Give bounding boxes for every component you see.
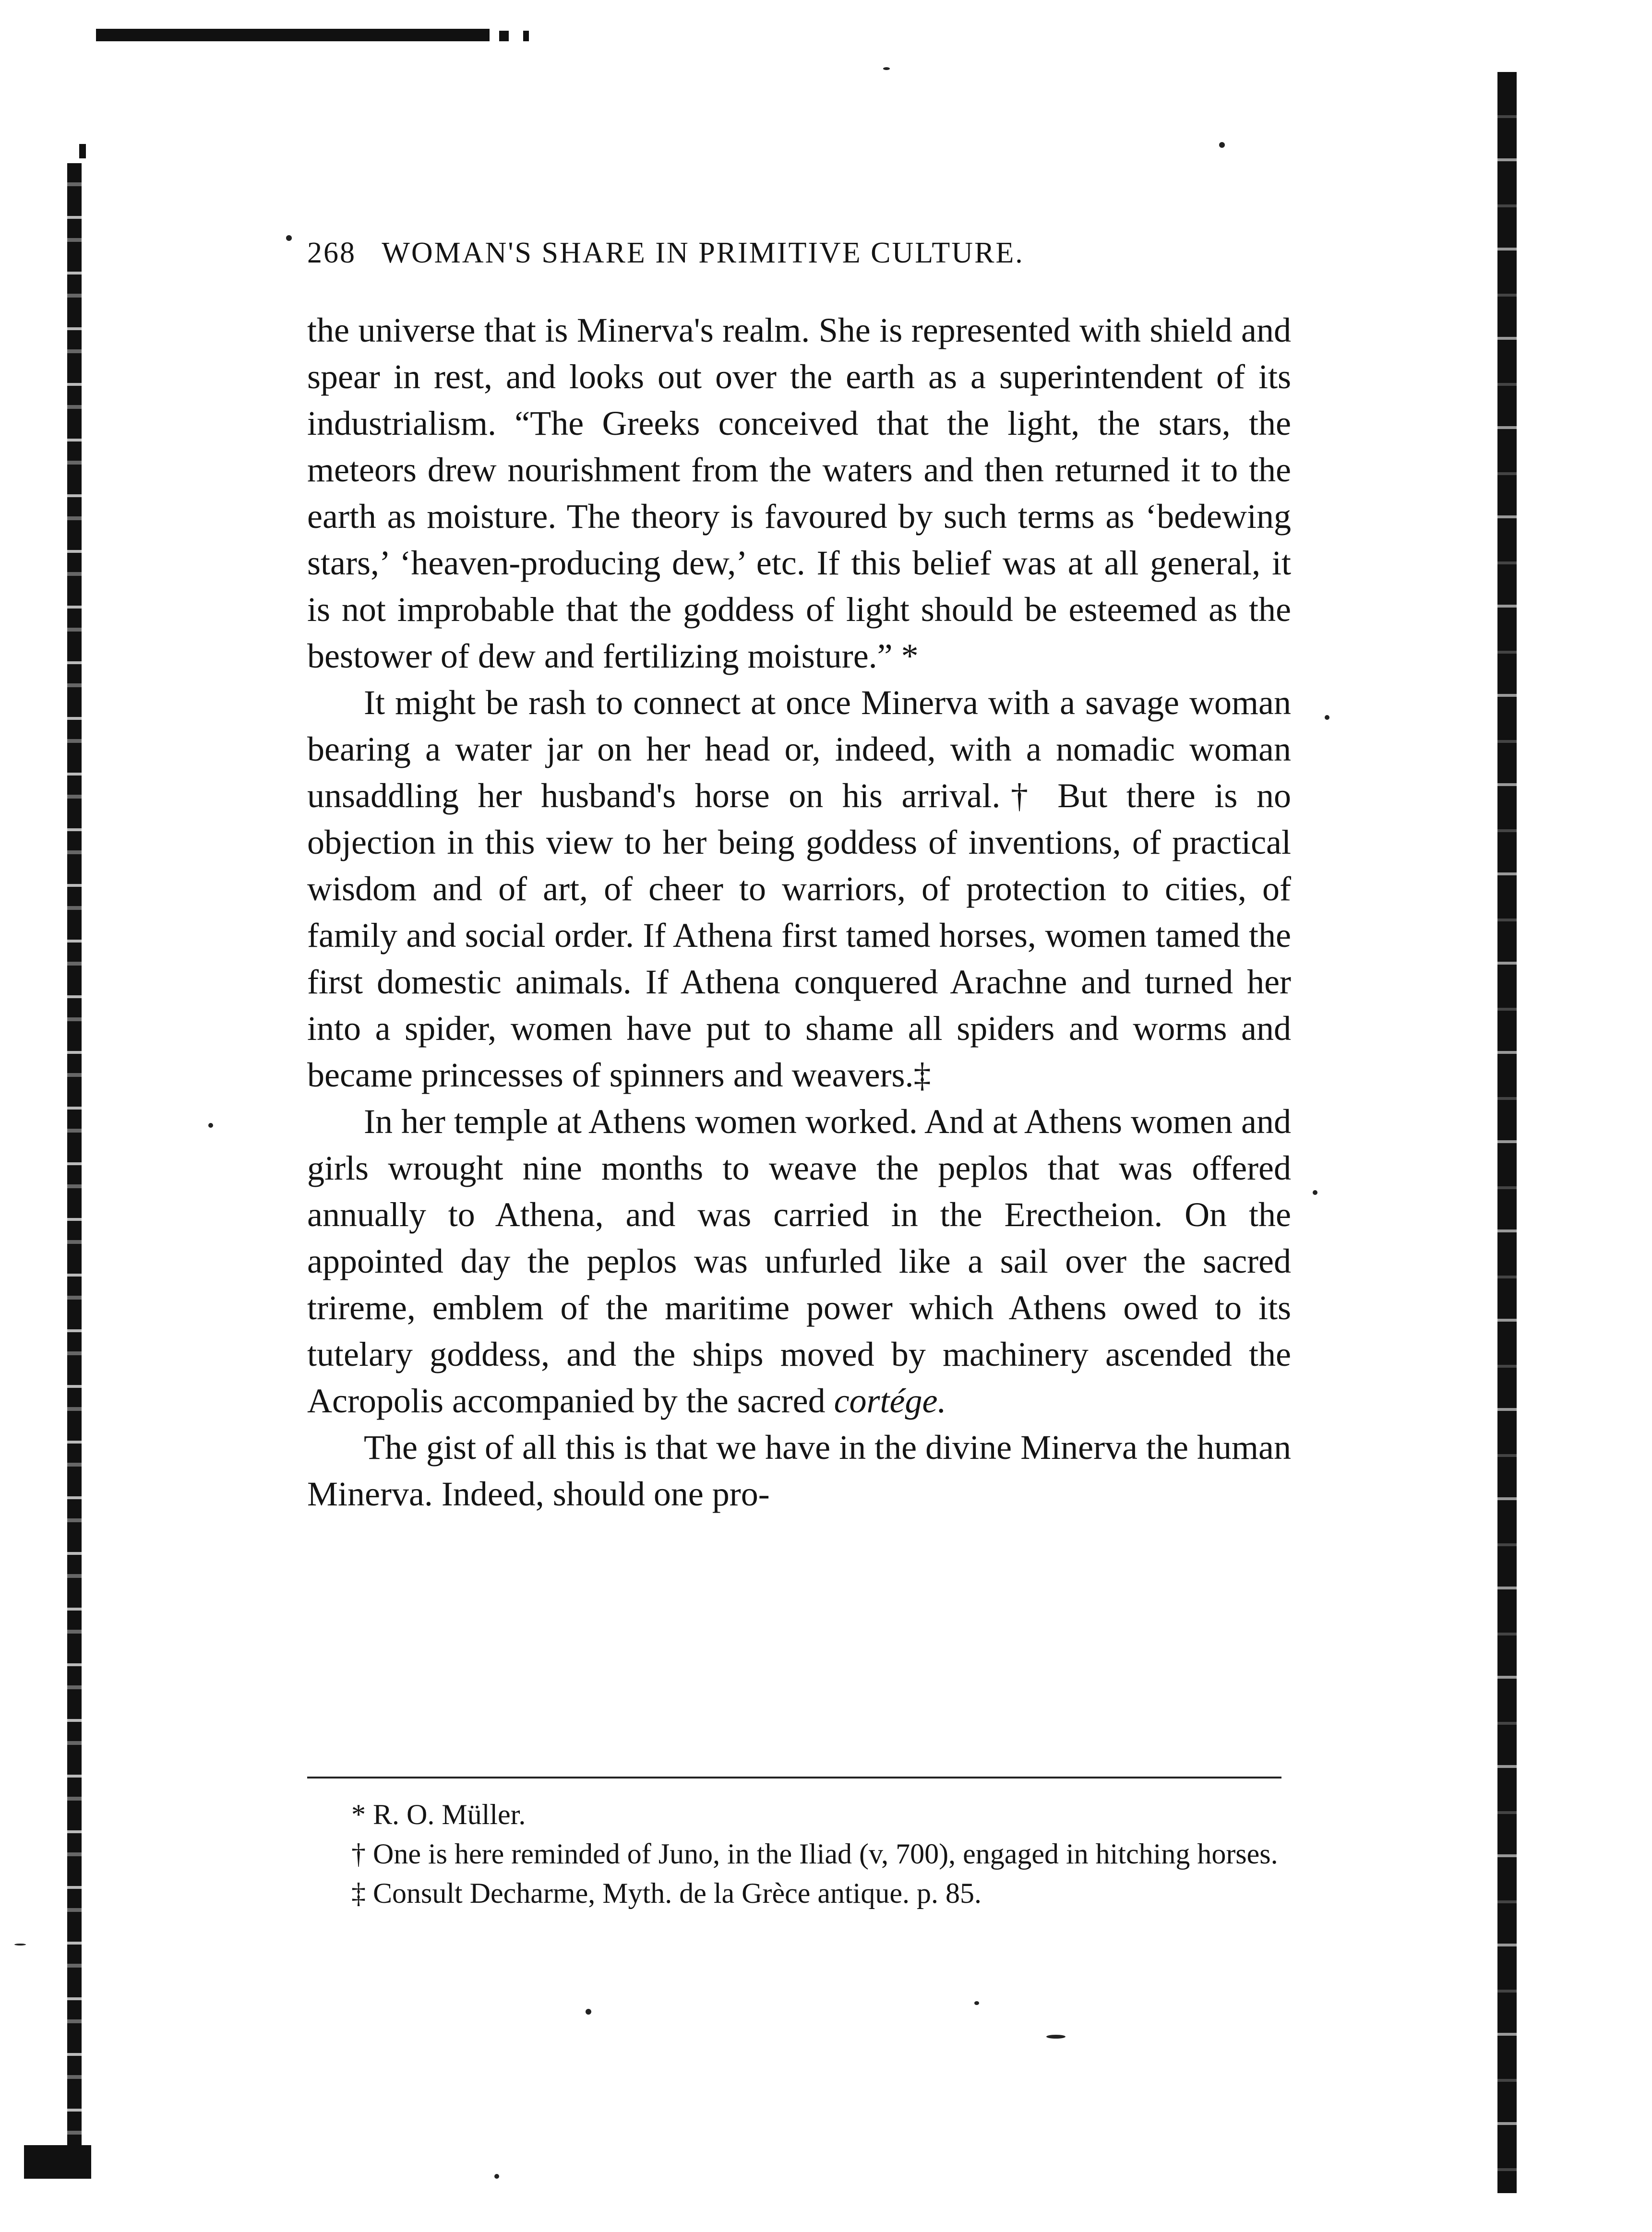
paragraph (307, 1098, 1291, 1424)
scan-speck (974, 2001, 979, 2005)
paragraph: the universe that is Minerva's realm. She is represented with shield and spear in rest, and looks out over the earth as a superintendent of its industrialism. “The Greeks conceived that the light, the stars, the meteors drew nourishment from the waters and then returned it to the earth as moisture. The theory is favoured by such terms as ‘bedewing stars,’ ‘heaven-producing dew,’ etc. If this belief was at all general, it is not improbable that the goddess of light should be esteemed as the bestower of dew and fertilizing moisture.” * (307, 311, 1291, 675)
scan-border-top (96, 29, 490, 41)
footnote-rule (307, 1777, 1281, 1778)
paragraph: It might be rash to connect at once Minerva with a savage woman bearing a water jar on her head or, indeed, with a nomadic woman unsaddling her husband's horse on his arrival.† But there is no objection in this view to her being goddess of inventions, of practical wisdom and of art, of cheer to warriors, of protection to cities, of family and social order. If Athena first tamed horses, women tamed the first domestic animals. If Athena conquered Arachne and turned her into a spider, women have put to shame all spiders and worms and became princesses of spinners and weavers.‡ (307, 683, 1291, 1094)
scan-border-mark (79, 144, 86, 158)
scan-border-right (1497, 72, 1517, 2193)
scan-speck (494, 2174, 499, 2179)
italic-word: cortége. (834, 1382, 946, 1420)
scan-speck (286, 235, 292, 241)
footnote: ‡ Consult Decharme, Myth. de la Grèce antique. p. 85. (351, 1877, 982, 1909)
scan-speck (1219, 142, 1225, 148)
scan-speck (1325, 715, 1329, 720)
scan-speck (14, 1944, 26, 1946)
scan-speck (1046, 2035, 1065, 2039)
footnotes (307, 1795, 1281, 1913)
page-number: 268 (307, 237, 356, 269)
scan-border-mark (523, 31, 529, 41)
paragraph: The gist of all this is that we have in the divine Minerva the human Minerva. Indeed, should one pro- (307, 1428, 1291, 1513)
running-title: WOMAN'S SHARE IN PRIMITIVE CULTURE. (382, 237, 1024, 269)
paragraph-text: In her temple at Athens women worked. And at Athens women and girls wrought nine months to weave the peplos that was offered annually to Athena, and was carried in the Erectheion. On the appointed day the peplos was unfurled like a sail over the sacred trireme, emblem of the maritime power which Athens owed to its tutelary goddess, and the ships moved by machinery ascended the Acropolis accompanied by the sacred (307, 1102, 1291, 1420)
scan-speck (883, 67, 890, 70)
footnote: † One is here reminded of Juno, in the Iliad (v, 700), engaged in hitching horses. (351, 1838, 1278, 1870)
scan-border-left (67, 163, 82, 2179)
scan-speck (586, 2009, 591, 2015)
body-text (307, 307, 1291, 1517)
scan-speck (208, 1123, 213, 1128)
running-head (307, 236, 1219, 270)
footnote: * R. O. Müller. (351, 1799, 526, 1830)
scan-speck (1313, 1190, 1317, 1195)
scan-border-mark (24, 2145, 91, 2179)
scan-border-mark (499, 31, 509, 41)
